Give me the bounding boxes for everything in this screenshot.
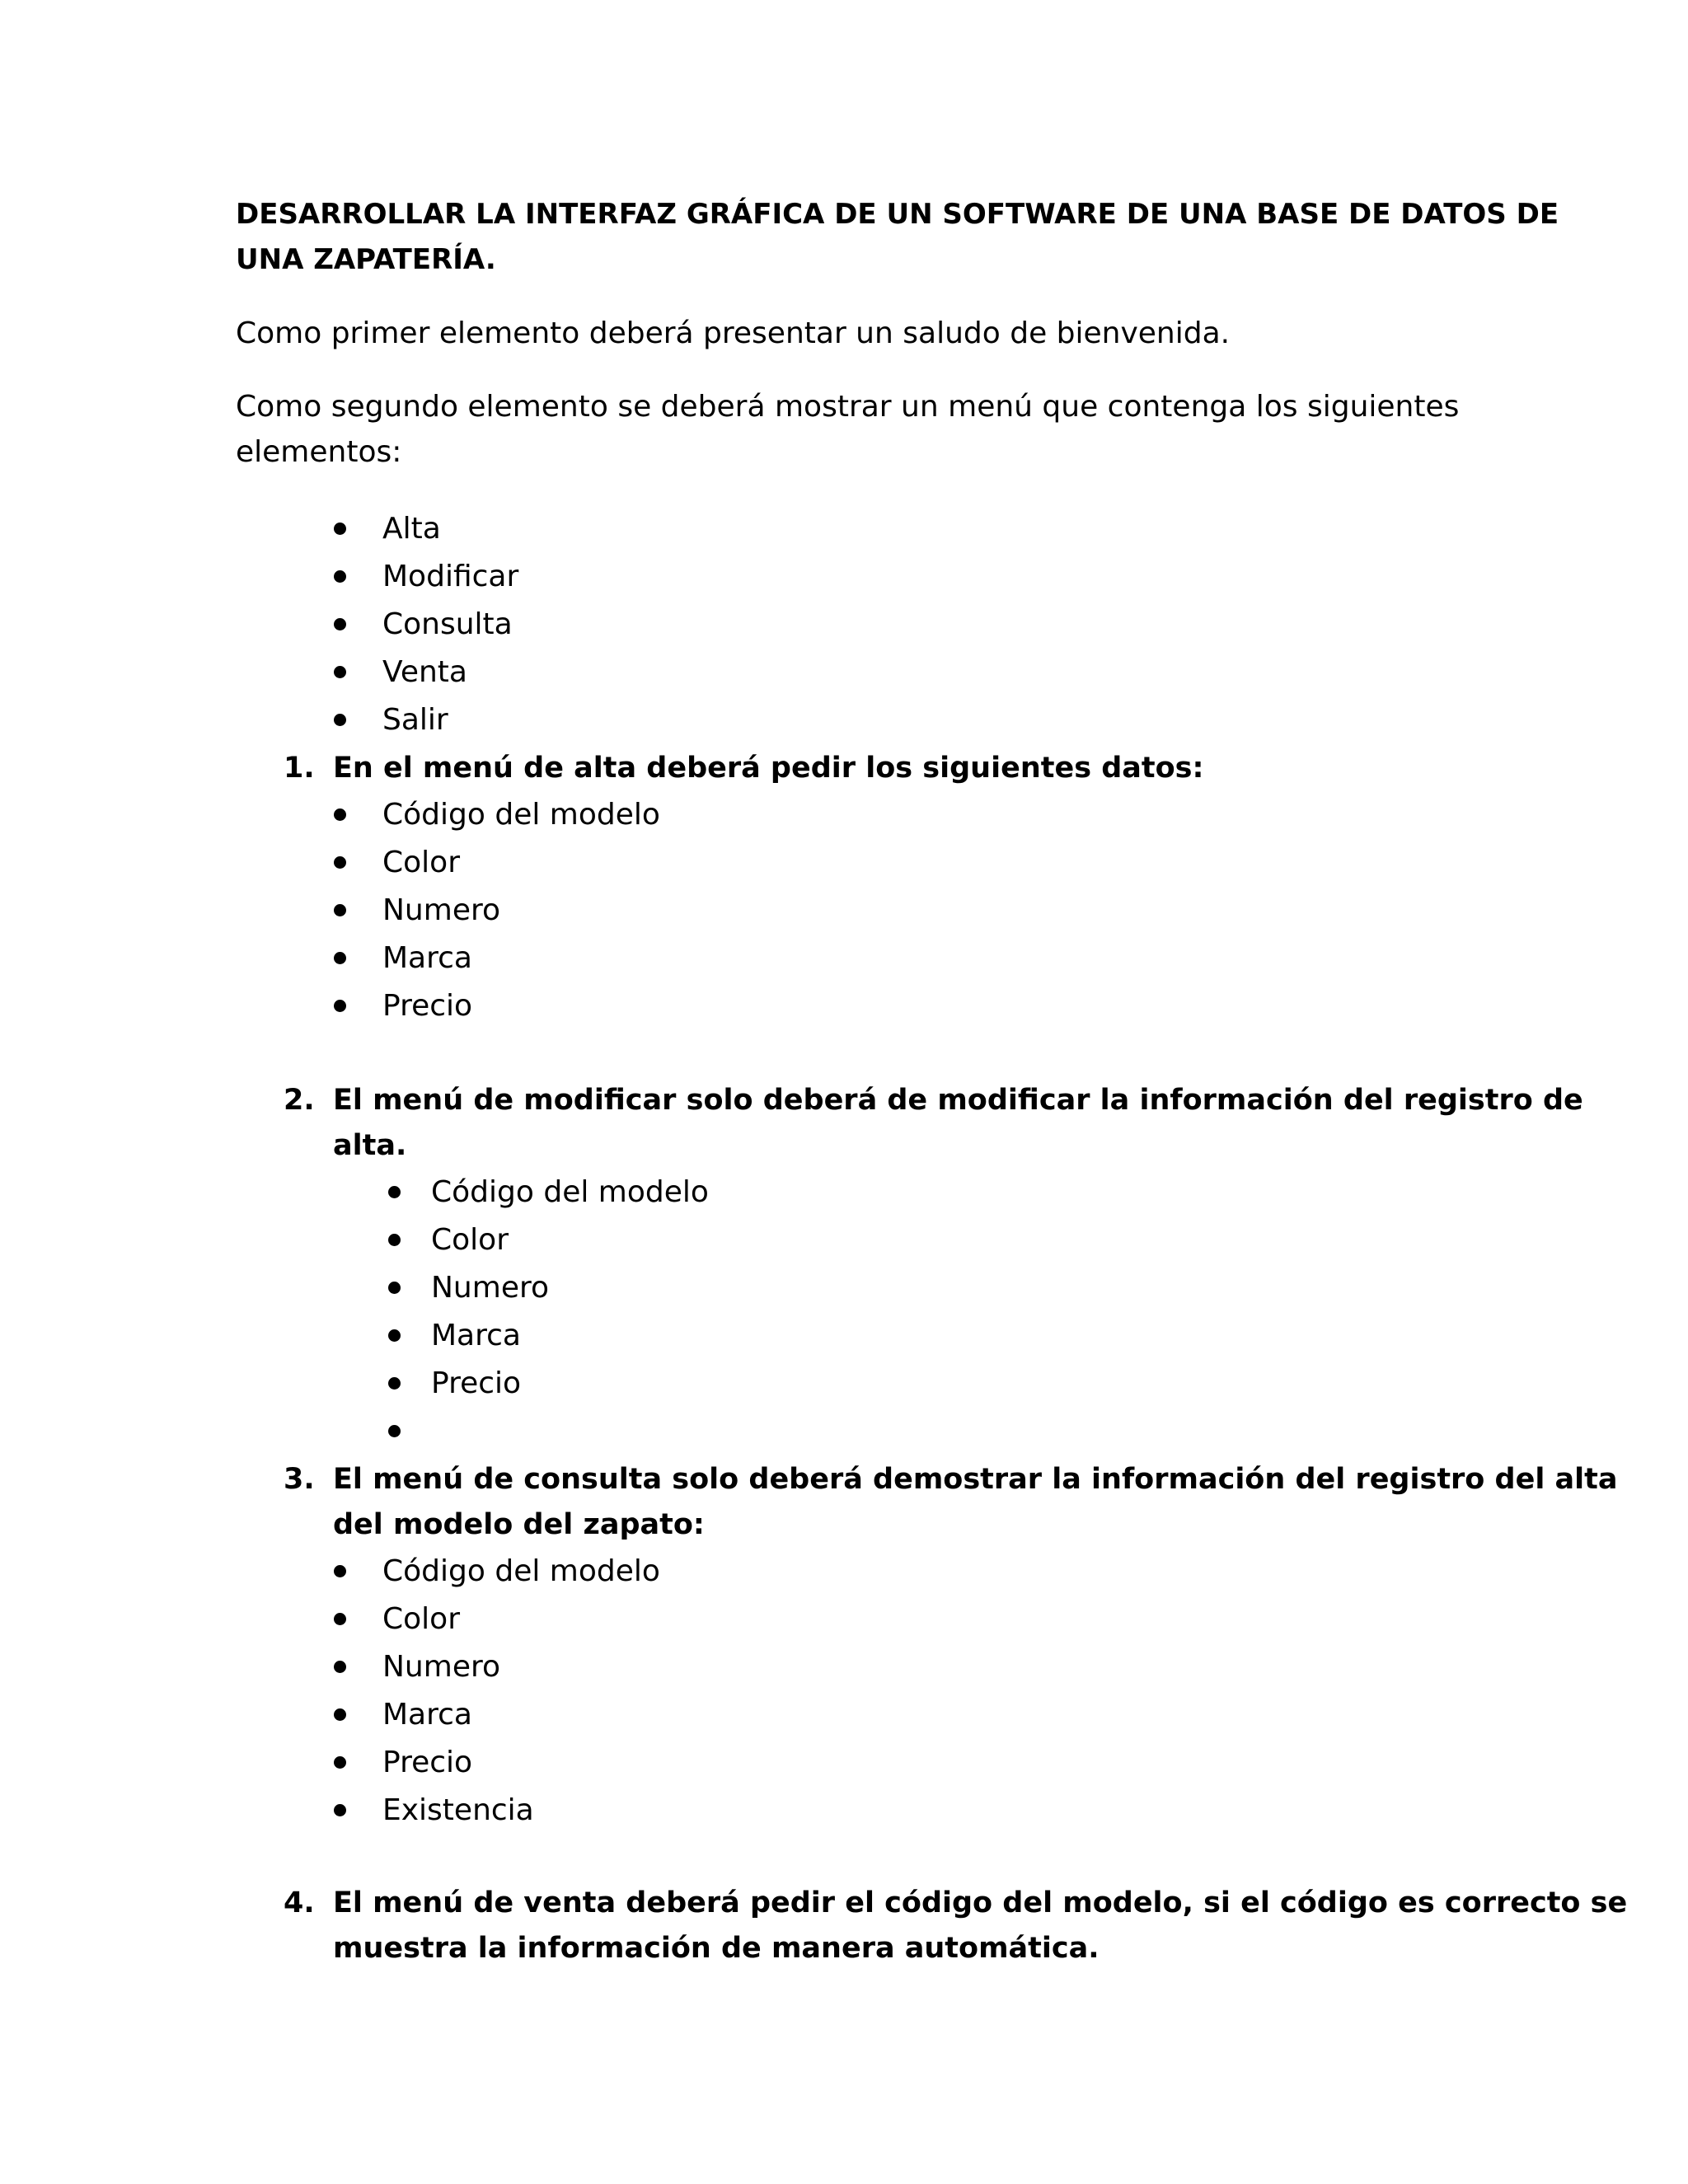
section-number: 3. [284,1463,315,1496]
list-item: Color [382,846,460,879]
main-menu-item: Modificar [382,560,519,593]
section-heading-line-2: muestra la información de manera automática. [333,1932,1100,1965]
bullet-icon [334,808,346,821]
bullet-icon [388,1329,401,1342]
main-menu-item: Venta [382,655,467,689]
bullet-icon [388,1377,401,1390]
list-item: Marca [431,1319,521,1352]
bullet-icon [334,1708,346,1721]
list-item: Código del modelo [431,1175,709,1209]
list-item: Existencia [382,1793,534,1827]
bullet-icon [388,1234,401,1246]
list-item: Marca [382,941,472,975]
section-number: 4. [284,1886,315,1919]
main-menu-item: Salir [382,703,448,737]
bullet-icon [334,1000,346,1012]
list-item: Numero [382,893,500,927]
bullet-icon [334,714,346,726]
bullet-icon [334,904,346,916]
section-heading: En el menú de alta deberá pedir los siguientes datos: [333,752,1204,785]
section-heading-line-1: El menú de consulta solo deberá demostrar la información del registro del alta [333,1463,1618,1496]
section-heading-line-2: del modelo del zapato: [333,1508,705,1541]
list-item: Precio [431,1366,522,1400]
list-item: Precio [382,989,473,1023]
section-heading-line-1: El menú de venta deberá pedir el código del modelo, si el código es correcto se [333,1886,1628,1919]
bullet-icon [334,1565,346,1577]
section-number: 2. [284,1084,315,1117]
bullet-icon [334,523,346,535]
bullet-icon [334,570,346,583]
bullet-icon [388,1282,401,1294]
intro-paragraph-2-line-2: elementos: [236,435,402,469]
list-item: Código del modelo [382,798,660,832]
list-item: Precio [382,1746,473,1779]
bullet-icon [334,952,346,964]
main-menu-item: Alta [382,512,441,546]
bullet-icon [334,856,346,869]
bullet-icon [334,1756,346,1769]
list-item: Código del modelo [382,1554,660,1588]
document-title-line-2: UNA ZAPATERÍA. [236,243,496,276]
intro-paragraph-1: Como primer elemento deberá presentar un saludo de bienvenida. [236,316,1231,350]
intro-paragraph-2-line-1: Como segundo elemento se deberá mostrar un menú que contenga los siguientes [236,390,1460,424]
section-heading-line-1: El menú de modificar solo deberá de modificar la información del registro de [333,1084,1583,1117]
bullet-icon [334,1661,346,1673]
section-heading-line-2: alta. [333,1129,407,1162]
document-title-line-1: DESARROLLAR LA INTERFAZ GRÁFICA DE UN SOFTWARE DE UNA BASE DE DATOS DE [236,198,1559,231]
section-number: 1. [284,752,315,785]
bullet-icon [334,1613,346,1625]
bullet-icon [334,666,346,678]
list-item: Marca [382,1698,472,1732]
main-menu-item: Consulta [382,607,513,641]
bullet-icon [388,1425,401,1437]
list-item: Numero [382,1650,500,1684]
bullet-icon [388,1186,401,1198]
bullet-icon [334,618,346,630]
list-item: Numero [431,1271,549,1305]
bullet-icon [334,1804,346,1816]
list-item: Color [431,1223,509,1257]
list-item: Color [382,1602,460,1636]
